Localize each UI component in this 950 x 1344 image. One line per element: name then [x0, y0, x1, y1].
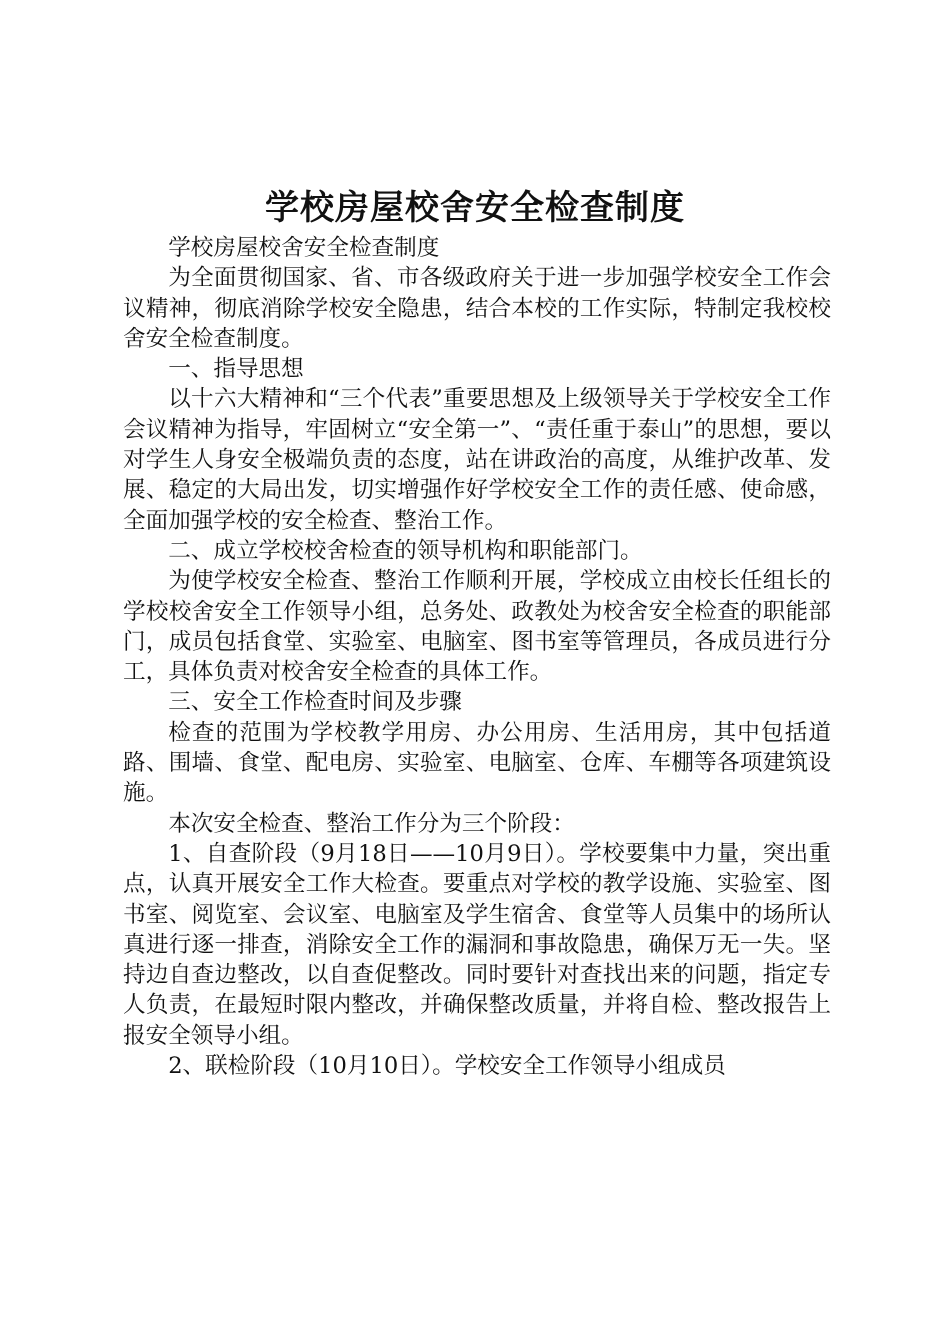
body-paragraph: 2、联检阶段（10月10日）。学校安全工作领导小组成员: [168, 1053, 726, 1080]
body-paragraph: 为全面贯彻国家、省、市各级政府关于进一步加强学校安全工作会议精神，彻底消除学校安全隐患，结合本校的工作实际，特制定我校校舍安全检查制度。: [123, 265, 831, 352]
body-paragraph: 以十六大精神和“三个代表”重要思想及上级领导关于学校安全工作会议精神为指导，牢固树立“安全第一”、“责任重于泰山”的思想，要以对学生人身安全极端负责的态度，站在讲政治的高度，从维护改革、发展、稳定的大局出发，切实增强作好学校安全工作的责任感、使命感，全面加强学校的安全检查、整治工作。: [123, 386, 831, 534]
document-title: 学校房屋校舍安全检查制度: [265, 188, 685, 228]
section-heading: 二、成立学校校舍检查的领导机构和职能部门。: [168, 537, 643, 564]
body-paragraph: 学校房屋校舍安全检查制度: [168, 235, 440, 261]
body-paragraph: 本次安全检查、整治工作分为三个阶段：: [168, 810, 575, 837]
body-paragraph: 检查的范围为学校教学用房、办公用房、生活用房，其中包括道路、围墙、食堂、配电房、实验室、电脑室、仓库、车棚等各项建筑设施。: [123, 719, 831, 807]
section-heading: 一、指导思想: [168, 356, 304, 383]
body-paragraph: 1、自查阶段（9月18日——10月9日）。学校要集中力量，突出重点，认真开展安全工作大检查。要重点对学校的教学设施、实验室、图书室、阅览室、会议室、电脑室及学生宿舍、食堂等人员集中的场所认真进行逐一排查，消除安全工作的漏洞和事故隐患，确保万无一失。坚持边自查边整改，以自查促整改。同时要针对查找出来的问题，指定专人负责，在最短时限内整改，并确保整改质量，并将自检、整改报告上报安全领导小组。: [123, 840, 831, 1049]
body-paragraph: 为使学校安全检查、整治工作顺利开展，学校成立由校长任组长的学校校舍安全工作领导小组，总务处、政教处为校舍安全检查的职能部门，成员包括食堂、实验室、电脑室、图书室等管理员，各成员进行分工，具体负责对校舍安全检查的具体工作。: [123, 568, 831, 686]
document-body: [123, 233, 831, 1081]
section-heading: 三、安全工作检查时间及步骤: [168, 689, 462, 716]
